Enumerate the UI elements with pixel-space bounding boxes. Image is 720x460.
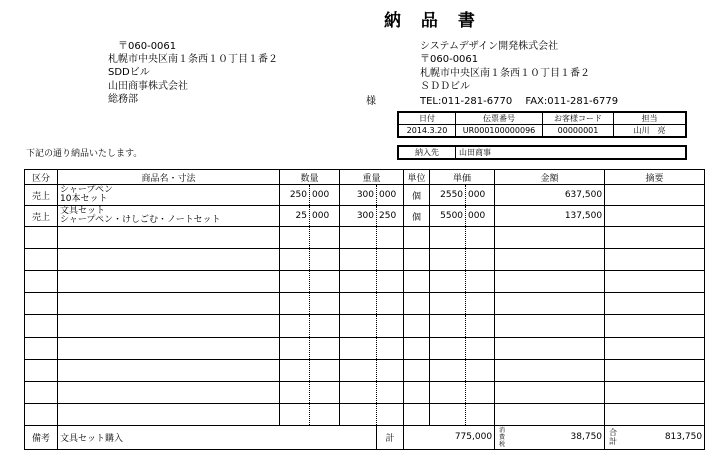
subtotal-value: 775,000 [404, 425, 495, 449]
sender-building: ＳＤＤビル [420, 81, 470, 92]
delivery-message: 下記の通り納品いたします。 [26, 149, 143, 159]
row-product-name: シャープペン [60, 185, 114, 196]
sender-company: システムデザイン開発株式会社 [420, 41, 559, 52]
info-header-customer: お客様コード [543, 113, 614, 125]
sender-tel-fax: TEL:011-281-6770 FAX:011-281-6779 [420, 96, 619, 107]
table-row [25, 293, 705, 315]
header-product: 商品名・寸法 [58, 170, 280, 185]
row-amount: 637,500 [495, 185, 605, 206]
table-row [25, 315, 705, 337]
delivery-value: 山田商事 [456, 147, 686, 159]
row-category: 売上 [25, 185, 58, 206]
row-quantity-int: 25 [280, 206, 310, 227]
footer-row [25, 425, 705, 449]
total-label: 合計 [609, 427, 618, 446]
total-value: 813,750 [664, 432, 703, 443]
header-quantity: 数量 [280, 170, 340, 185]
recipient-building: SDDビル [108, 67, 150, 78]
info-date: 2014.3.20 [399, 125, 456, 137]
header-weight: 重量 [340, 170, 404, 185]
sender-address: 札幌市中央区南１条西１０丁目１番２ [420, 68, 590, 79]
delivery-box [397, 145, 687, 160]
info-grid [397, 111, 687, 138]
remarks-value: 文具セット購入 [58, 425, 377, 449]
row-product-spec: シャープペン・けしごむ・ノートセット [60, 215, 221, 226]
header-amount: 金額 [495, 170, 605, 185]
table-row [25, 359, 705, 381]
header-category: 区分 [25, 170, 58, 185]
row-amount: 137,500 [495, 206, 605, 227]
info-staff: 山川 亮 [614, 125, 686, 137]
row-weight-dec: 250 [377, 206, 404, 227]
info-header-date: 日付 [399, 113, 456, 125]
row-quantity-dec: 000 [310, 206, 340, 227]
recipient-department: 総務部 [108, 94, 138, 105]
row-product-spec: 10本セット [60, 194, 108, 205]
table-row [25, 227, 705, 249]
row-remarks [605, 185, 705, 206]
total-cell [605, 425, 705, 449]
row-remarks [605, 206, 705, 227]
recipient-address: 札幌市中央区南１条西１０丁目１番２ [108, 54, 278, 65]
table-row [25, 249, 705, 271]
delivery-label: 納入先 [399, 147, 456, 159]
table-row [25, 185, 705, 206]
row-category: 売上 [25, 206, 58, 227]
row-product-name: 文具セット [60, 206, 106, 217]
recipient-company: 山田商事株式会社 [108, 81, 188, 92]
row-unit: 個 [404, 206, 430, 227]
header-unit-price: 単価 [430, 170, 495, 185]
tax-cell [495, 425, 605, 449]
row-quantity-int: 250 [280, 185, 310, 206]
subtotal-label: 計 [377, 425, 404, 449]
row-quantity-dec: 000 [310, 185, 340, 206]
recipient-honorific: 様 [366, 96, 376, 107]
row-price-int: 2550 [430, 185, 466, 206]
info-customer-code: 00000001 [543, 125, 614, 137]
sender-postal: 〒060-0061 [420, 54, 479, 65]
row-weight-int: 300 [340, 206, 377, 227]
row-price-int: 5500 [430, 206, 466, 227]
info-header-staff: 担当 [614, 113, 686, 125]
tax-value: 38,750 [570, 432, 603, 443]
row-price-dec: 000 [466, 185, 495, 206]
table-row [25, 271, 705, 293]
table-row [25, 381, 705, 403]
header-remarks: 摘要 [605, 170, 705, 185]
document-title: 納 品 書 [384, 11, 482, 31]
row-unit: 個 [404, 185, 430, 206]
table-row [25, 337, 705, 359]
table-row [25, 206, 705, 227]
remarks-label: 備考 [25, 425, 58, 449]
items-table [24, 169, 705, 450]
info-header-slip: 伝票番号 [456, 113, 543, 125]
table-row [25, 403, 705, 425]
row-weight-int: 300 [340, 185, 377, 206]
recipient-postal: 〒060-0061 [118, 41, 177, 52]
tax-label: 消費税 [499, 426, 506, 448]
row-price-dec: 000 [466, 206, 495, 227]
header-unit: 単位 [404, 170, 430, 185]
info-slip-number: UR000100000096 [456, 125, 543, 137]
row-weight-dec: 000 [377, 185, 404, 206]
